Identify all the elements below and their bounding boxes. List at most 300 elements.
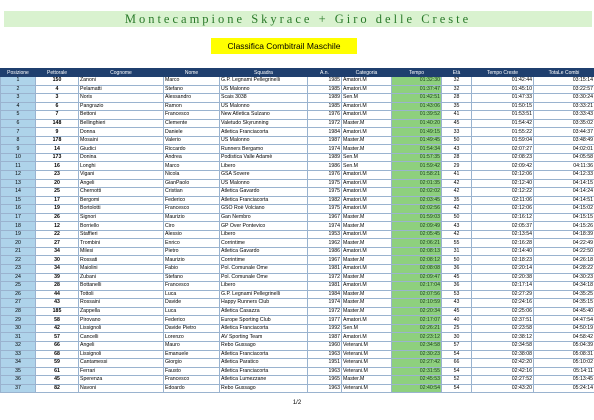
- cell-bib: 12: [36, 222, 79, 231]
- cell-time: 02:02:02: [392, 188, 442, 197]
- cell-time: 01:59:42: [392, 162, 442, 171]
- cell-time: 02:26:21: [392, 324, 442, 333]
- cell-creste-time: 01:54:42: [472, 119, 534, 128]
- cell-combi-total: 04:14:51: [534, 196, 594, 205]
- cell-age: 53: [442, 290, 472, 299]
- cell-combi-total: 04:12:33: [534, 171, 594, 180]
- cell-birth-year: 1985: [308, 85, 342, 94]
- cell-bib: 4: [36, 85, 79, 94]
- cell-position: 29: [1, 316, 36, 325]
- cell-position: 3: [1, 94, 36, 103]
- cell-creste-time: 02:17:14: [472, 282, 534, 291]
- table-row: [1, 188, 594, 197]
- cell-combi-total: 04:15:15: [534, 213, 594, 222]
- cell-surname: Angeli: [79, 341, 164, 350]
- table-row: [1, 111, 594, 120]
- cell-surname: Ferrari: [79, 367, 164, 376]
- cell-time: 02:07:56: [392, 290, 442, 299]
- cell-bib: 148: [36, 119, 79, 128]
- cell-category: Amatori.M: [342, 188, 392, 197]
- cell-combi-total: 04:15:26: [534, 222, 594, 231]
- cell-surname: Donina: [79, 153, 164, 162]
- cell-category: Amatori.M: [342, 196, 392, 205]
- cell-birth-year: 1989: [308, 94, 342, 103]
- cell-category: Veterani.M: [342, 367, 392, 376]
- cell-category: Amatori.M: [342, 316, 392, 325]
- cell-birth-year: 1992: [308, 324, 342, 333]
- cell-surname: Bottanelli: [79, 282, 164, 291]
- cell-time: 01:49:15: [392, 128, 442, 137]
- cell-name: Emanuele: [164, 350, 220, 359]
- cell-combi-total: 03:33:21: [534, 102, 594, 111]
- cell-creste-time: 02:20:14: [472, 265, 534, 274]
- cell-combi-total: 03:44:37: [534, 128, 594, 137]
- cell-surname: Cancelli: [79, 333, 164, 342]
- cell-birth-year: 1985: [308, 102, 342, 111]
- column-header-position: Posizione: [1, 69, 36, 77]
- cell-birth-year: 1963: [308, 350, 342, 359]
- cell-team: GP Over Pontevico: [220, 222, 308, 231]
- cell-age: 32: [442, 77, 472, 86]
- cell-bib: 42: [36, 324, 79, 333]
- cell-birth-year: 1987: [308, 136, 342, 145]
- cell-combi-total: 04:18:39: [534, 230, 594, 239]
- table-row: [1, 384, 594, 393]
- cell-time: 02:45:53: [392, 376, 442, 385]
- cell-category: Master.M: [342, 239, 392, 248]
- table-row: [1, 265, 594, 274]
- cell-creste-time: 01:50:15: [472, 102, 534, 111]
- column-header-time: Tempo: [392, 69, 442, 77]
- table-row: [1, 239, 594, 248]
- cell-creste-time: 02:23:58: [472, 324, 534, 333]
- cell-bib: 23: [36, 171, 79, 180]
- cell-position: 34: [1, 359, 36, 368]
- cell-category: Amatori.M: [342, 265, 392, 274]
- cell-name: Clemente: [164, 119, 220, 128]
- cell-time: 02:03:45: [392, 196, 442, 205]
- cell-age: 43: [442, 222, 472, 231]
- cell-combi-total: 04:15:02: [534, 205, 594, 214]
- cell-time: 02:05:45: [392, 230, 442, 239]
- cell-team: US Malonno: [220, 179, 308, 188]
- cell-surname: Borriello: [79, 222, 164, 231]
- table-row: [1, 367, 594, 376]
- cell-name: Edoardo: [164, 384, 220, 393]
- table-row: [1, 376, 594, 385]
- cell-age: 45: [442, 273, 472, 282]
- cell-name: Mauro: [164, 341, 220, 350]
- column-header-surname: Cognome: [79, 69, 164, 77]
- cell-time: 02:40:54: [392, 384, 442, 393]
- cell-time: 02:01:35: [392, 179, 442, 188]
- cell-position: 11: [1, 162, 36, 171]
- cell-age: 52: [442, 376, 472, 385]
- cell-name: Luca: [164, 290, 220, 299]
- cell-team: New Atletica Sulzano: [220, 111, 308, 120]
- cell-team: Atletica Gavardo: [220, 188, 308, 197]
- cell-category: Master.M: [342, 307, 392, 316]
- cell-surname: Donna: [79, 128, 164, 137]
- cell-surname: Zanoni: [79, 77, 164, 86]
- cell-birth-year: 1987: [308, 333, 342, 342]
- cell-combi-total: 05:08:31: [534, 350, 594, 359]
- table-header: [1, 69, 594, 77]
- cell-creste-time: 02:38:08: [472, 350, 534, 359]
- cell-creste-time: 02:24:16: [472, 299, 534, 308]
- cell-surname: Bettoni: [79, 111, 164, 120]
- cell-surname: Cantamessi: [79, 359, 164, 368]
- cell-creste-time: 02:13:54: [472, 230, 534, 239]
- cell-name: Maurizio: [164, 256, 220, 265]
- cell-position: 33: [1, 350, 36, 359]
- cell-birth-year: 1984: [308, 128, 342, 137]
- cell-team: Atletica Paratico: [220, 359, 308, 368]
- cell-age: 50: [442, 136, 472, 145]
- cell-birth-year: 1981: [308, 282, 342, 291]
- cell-category: Master.M: [342, 299, 392, 308]
- cell-position: 23: [1, 265, 36, 274]
- cell-position: 35: [1, 367, 36, 376]
- table-row: [1, 119, 594, 128]
- cell-category: Master.M: [342, 136, 392, 145]
- cell-name: GianPaolo: [164, 179, 220, 188]
- cell-creste-time: 02:43:20: [472, 384, 534, 393]
- cell-position: 9: [1, 145, 36, 154]
- cell-team: Atletica Franciacorta: [220, 128, 308, 137]
- cell-combi-total: 03:33:43: [534, 111, 594, 120]
- cell-position: 18: [1, 222, 36, 231]
- cell-position: 26: [1, 290, 36, 299]
- cell-time: 02:30:23: [392, 350, 442, 359]
- cell-creste-time: 02:27:29: [472, 290, 534, 299]
- cell-name: Cristian: [164, 188, 220, 197]
- cell-name: Federico: [164, 196, 220, 205]
- cell-surname: Longhi: [79, 162, 164, 171]
- cell-birth-year: 1975: [308, 205, 342, 214]
- cell-category: Amatori.M: [342, 85, 392, 94]
- cell-birth-year: 1960: [308, 341, 342, 350]
- cell-team: Rebo Gussago: [220, 384, 308, 393]
- cell-name: Maurizio: [164, 213, 220, 222]
- cell-position: 7: [1, 128, 36, 137]
- cell-age: 43: [442, 145, 472, 154]
- cell-age: 50: [442, 256, 472, 265]
- cell-birth-year: 1963: [308, 384, 342, 393]
- cell-time: 02:08:12: [392, 256, 442, 265]
- cell-position: 12: [1, 171, 36, 180]
- cell-age: 35: [442, 102, 472, 111]
- cell-time: 01:59:03: [392, 213, 442, 222]
- cell-combi-total: 04:58:42: [534, 333, 594, 342]
- cell-time: 02:02:56: [392, 205, 442, 214]
- cell-position: 14: [1, 188, 36, 197]
- cell-category: Amatori.M: [342, 205, 392, 214]
- cell-team: US Malonno: [220, 85, 308, 94]
- table-row: [1, 333, 594, 342]
- cell-birth-year: 1976: [308, 111, 342, 120]
- cell-category: Master.M: [342, 256, 392, 265]
- cell-creste-time: 02:05:37: [472, 222, 534, 231]
- cell-birth-year: 1985: [308, 77, 342, 86]
- cell-birth-year: 1962: [308, 239, 342, 248]
- classification-subtitle: Classifica Combitrail Maschile: [211, 38, 357, 54]
- cell-category: Master.M: [342, 222, 392, 231]
- cell-category: Master.M: [342, 213, 392, 222]
- cell-combi-total: 05:13:45: [534, 376, 594, 385]
- cell-combi-total: 04:35:15: [534, 299, 594, 308]
- table-row: [1, 247, 594, 256]
- cell-age: 25: [442, 324, 472, 333]
- cell-category: Veterani.M: [342, 350, 392, 359]
- cell-combi-total: 04:47:54: [534, 316, 594, 325]
- cell-creste-time: 02:18:23: [472, 256, 534, 265]
- cell-age: 41: [442, 171, 472, 180]
- cell-bib: 61: [36, 367, 79, 376]
- table-row: [1, 102, 594, 111]
- cell-name: Federico: [164, 316, 220, 325]
- cell-team: Libero: [220, 282, 308, 291]
- table-row: [1, 307, 594, 316]
- cell-creste-time: 02:11:06: [472, 196, 534, 205]
- cell-bib: 150: [36, 77, 79, 86]
- table-row: [1, 350, 594, 359]
- cell-combi-total: 05:24:14: [534, 384, 594, 393]
- cell-combi-total: 04:30:23: [534, 273, 594, 282]
- cell-birth-year: 1953: [308, 230, 342, 239]
- cell-time: 02:23:12: [392, 333, 442, 342]
- cell-name: Daniele: [164, 128, 220, 137]
- cell-bib: 17: [36, 196, 79, 205]
- cell-team: Atletica Casazza: [220, 307, 308, 316]
- cell-time: 01:49:45: [392, 136, 442, 145]
- cell-position: 8: [1, 136, 36, 145]
- cell-combi-total: 03:30:24: [534, 94, 594, 103]
- cell-birth-year: 1972: [308, 119, 342, 128]
- cell-bib: 25: [36, 188, 79, 197]
- cell-surname: Maiolini: [79, 265, 164, 274]
- cell-surname: Lissignoli: [79, 350, 164, 359]
- cell-combi-total: 04:11:36: [534, 162, 594, 171]
- cell-time: 02:34:58: [392, 341, 442, 350]
- cell-bib: 59: [36, 359, 79, 368]
- cell-category: Amatori.M: [342, 128, 392, 137]
- cell-team: Valetudo Skyrunning: [220, 119, 308, 128]
- cell-birth-year: 1977: [308, 316, 342, 325]
- cell-birth-year: 1986: [308, 162, 342, 171]
- cell-age: 42: [442, 230, 472, 239]
- cell-creste-time: 02:38:12: [472, 333, 534, 342]
- cell-position: 28: [1, 307, 36, 316]
- cell-position: 6: [1, 119, 36, 128]
- cell-combi-total: 03:15:14: [534, 77, 594, 86]
- cell-combi-total: 04:26:18: [534, 256, 594, 265]
- cell-combi-total: 03:35:02: [534, 119, 594, 128]
- cell-name: Ciro: [164, 222, 220, 231]
- cell-age: 43: [442, 299, 472, 308]
- cell-position: 32: [1, 341, 36, 350]
- cell-team: Rebo Gussago: [220, 341, 308, 350]
- cell-birth-year: 1972: [308, 307, 342, 316]
- cell-creste-time: 02:07:27: [472, 145, 534, 154]
- cell-surname: Rossaini: [79, 299, 164, 308]
- cell-name: Valerio: [164, 136, 220, 145]
- cell-name: Alessio: [164, 230, 220, 239]
- column-header-bib: Pettorale: [36, 69, 79, 77]
- table-row: [1, 179, 594, 188]
- cell-category: Master.M: [342, 290, 392, 299]
- cell-position: 2: [1, 85, 36, 94]
- cell-team: Corrintime: [220, 256, 308, 265]
- cell-team: GSA Sovere: [220, 171, 308, 180]
- cell-name: Giorgio: [164, 359, 220, 368]
- table-row: [1, 196, 594, 205]
- cell-surname: Pelamatti: [79, 85, 164, 94]
- cell-bib: 66: [36, 341, 79, 350]
- cell-category: Master.M: [342, 376, 392, 385]
- cell-age: 41: [442, 111, 472, 120]
- cell-birth-year: 1951: [308, 359, 342, 368]
- cell-name: Francesco: [164, 282, 220, 291]
- cell-time: 02:17:07: [392, 316, 442, 325]
- cell-team: G.P. Legnami Pellegrinelli: [220, 77, 308, 86]
- cell-surname: Pangrazio: [79, 102, 164, 111]
- table-row: [1, 316, 594, 325]
- cell-surname: Lissignoli: [79, 324, 164, 333]
- cell-bib: 173: [36, 153, 79, 162]
- cell-time: 01:39:52: [392, 111, 442, 120]
- cell-age: 28: [442, 94, 472, 103]
- cell-age: 42: [442, 179, 472, 188]
- cell-combi-total: 04:50:19: [534, 324, 594, 333]
- cell-team: US Malonno: [220, 102, 308, 111]
- cell-age: 40: [442, 316, 472, 325]
- column-header-team: Squadra: [220, 69, 308, 77]
- cell-time: 01:43:06: [392, 102, 442, 111]
- cell-combi-total: 04:14:15: [534, 179, 594, 188]
- column-header-birth-year: A.n.: [308, 69, 342, 77]
- cell-creste-time: 01:47:33: [472, 94, 534, 103]
- page-title: Montecampione Skyrace + Giro delle Creste: [124, 11, 472, 26]
- cell-category: Sen.M: [342, 162, 392, 171]
- cell-bib: 45: [36, 376, 79, 385]
- cell-category: Amatori.M: [342, 333, 392, 342]
- cell-surname: Staffieri: [79, 230, 164, 239]
- cell-position: 24: [1, 273, 36, 282]
- cell-combi-total: 03:22:57: [534, 85, 594, 94]
- cell-creste-time: 01:55:22: [472, 128, 534, 137]
- results-table: [0, 68, 594, 393]
- cell-creste-time: 01:59:04: [472, 136, 534, 145]
- cell-time: 02:08:08: [392, 265, 442, 274]
- cell-team: AV Sporting Team: [220, 333, 308, 342]
- cell-time: 02:08:13: [392, 247, 442, 256]
- cell-creste-time: 02:08:23: [472, 153, 534, 162]
- cell-name: Francesco: [164, 205, 220, 214]
- cell-combi-total: 04:02:01: [534, 145, 594, 154]
- column-header-category: Categoria: [342, 69, 392, 77]
- cell-age: 55: [442, 239, 472, 248]
- cell-creste-time: 02:12:22: [472, 188, 534, 197]
- cell-creste-time: 02:25:06: [472, 307, 534, 316]
- cell-combi-total: 05:10:02: [534, 359, 594, 368]
- cell-bib: 20: [36, 179, 79, 188]
- cell-combi-total: 04:22:50: [534, 247, 594, 256]
- cell-creste-time: 02:42:16: [472, 367, 534, 376]
- cell-surname: Bellinghieri: [79, 119, 164, 128]
- cell-time: 02:09:47: [392, 273, 442, 282]
- cell-birth-year: 1974: [308, 299, 342, 308]
- cell-surname: Chernotti: [79, 188, 164, 197]
- title-bar: [4, 11, 592, 27]
- cell-bib: 7: [36, 111, 79, 120]
- column-header-creste-time: Tempo Creste: [472, 69, 534, 77]
- cell-bib: 39: [36, 273, 79, 282]
- cell-creste-time: 02:16:28: [472, 239, 534, 248]
- cell-time: 02:06:21: [392, 239, 442, 248]
- cell-creste-time: 02:09:42: [472, 162, 534, 171]
- cell-age: 42: [442, 188, 472, 197]
- cell-name: Fausto: [164, 367, 220, 376]
- cell-position: 13: [1, 179, 36, 188]
- cell-position: 25: [1, 282, 36, 291]
- cell-position: 31: [1, 333, 36, 342]
- cell-surname: Trombini: [79, 239, 164, 248]
- cell-age: 45: [442, 119, 472, 128]
- cell-bib: 57: [36, 333, 79, 342]
- cell-age: 30: [442, 333, 472, 342]
- cell-surname: Sperenza: [79, 376, 164, 385]
- cell-surname: Giudici: [79, 145, 164, 154]
- cell-creste-time: 02:12:40: [472, 179, 534, 188]
- cell-time: 02:17:04: [392, 282, 442, 291]
- table-row: [1, 145, 594, 154]
- cell-position: 16: [1, 205, 36, 214]
- cell-team: Atletica Franciacorta: [220, 367, 308, 376]
- cell-bib: 9: [36, 128, 79, 137]
- column-header-age: Età: [442, 69, 472, 77]
- cell-combi-total: 05:04:39: [534, 341, 594, 350]
- cell-category: Master.M: [342, 145, 392, 154]
- table-row: [1, 171, 594, 180]
- cell-creste-time: 01:53:51: [472, 111, 534, 120]
- cell-position: 1: [1, 77, 36, 86]
- cell-category: Amatori.M: [342, 102, 392, 111]
- cell-surname: Tottoli: [79, 290, 164, 299]
- cell-birth-year: 1975: [308, 188, 342, 197]
- cell-position: 37: [1, 384, 36, 393]
- cell-team: G.P. Legnami Pellegrinelli: [220, 290, 308, 299]
- cell-bib: 82: [36, 384, 79, 393]
- cell-category: Amatori.M: [342, 230, 392, 239]
- cell-age: 31: [442, 247, 472, 256]
- cell-name: Francesco: [164, 111, 220, 120]
- cell-name: Nicola: [164, 171, 220, 180]
- cell-surname: Bergomi: [79, 196, 164, 205]
- cell-surname: Navoni: [79, 384, 164, 393]
- cell-position: 5: [1, 111, 36, 120]
- cell-birth-year: 1963: [308, 367, 342, 376]
- cell-birth-year: 1981: [308, 265, 342, 274]
- cell-creste-time: 02:16:12: [472, 213, 534, 222]
- cell-position: 27: [1, 299, 36, 308]
- cell-position: 4: [1, 102, 36, 111]
- cell-team: Atletica Gavardo: [220, 247, 308, 256]
- cell-time: 01:32:30: [392, 77, 442, 86]
- cell-age: 28: [442, 153, 472, 162]
- cell-name: Pietro: [164, 247, 220, 256]
- cell-team: GSO Roè Volciano: [220, 205, 308, 214]
